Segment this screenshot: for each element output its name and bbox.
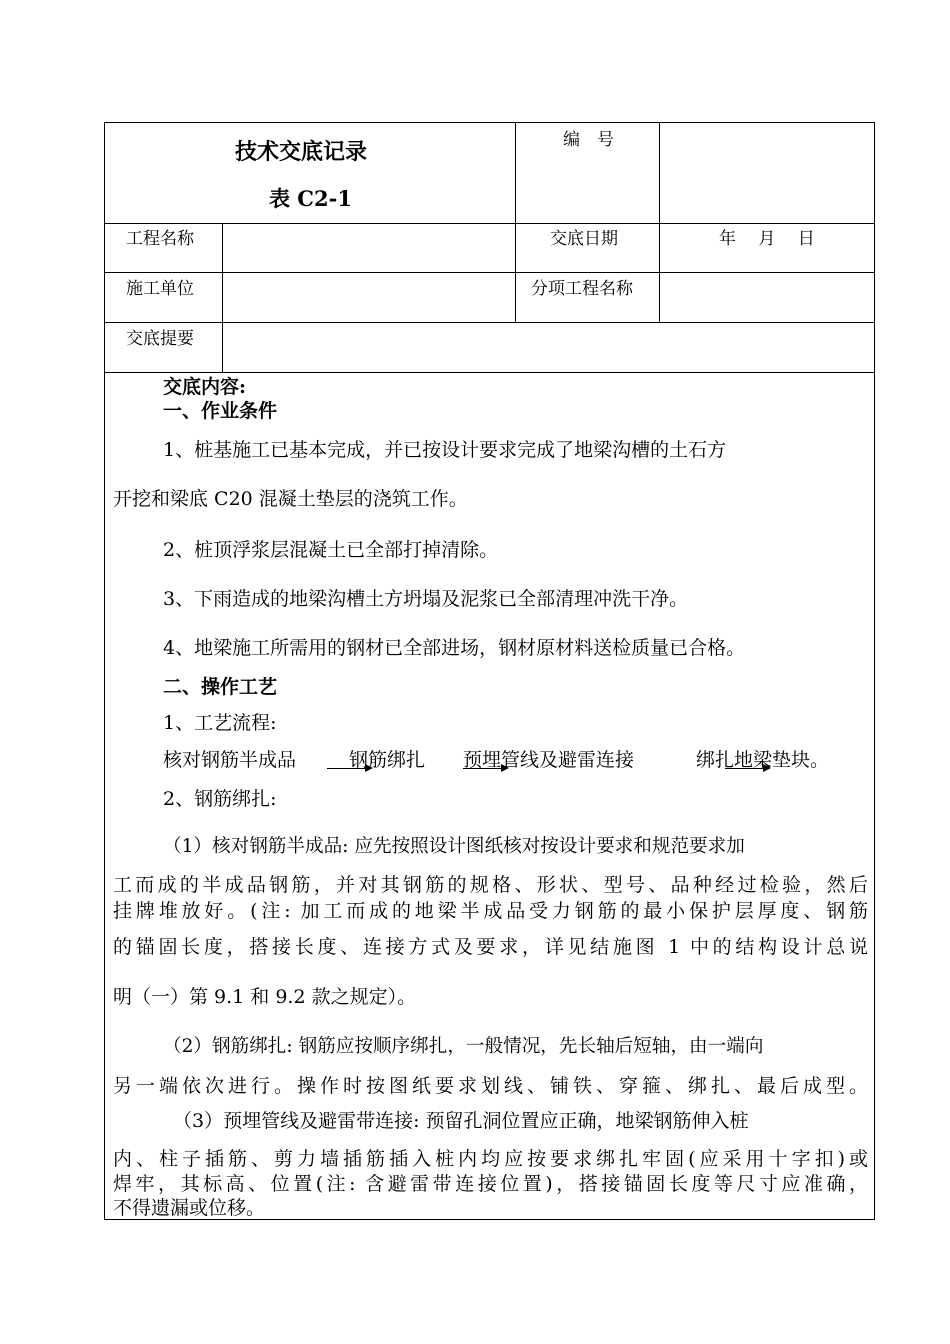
p2-line2: 另一端依次进行。操作时按图纸要求划线、铺铁、穿箍、绑扎、最后成型。 (113, 1075, 868, 1097)
content-heading: 交底内容: (163, 376, 247, 398)
flow-step-3: 预埋管线及避雷连接 (463, 749, 635, 771)
s1-item4: 4、地梁施工所需用的钢材已全部进场，钢材原材料送检质量已合格。 (163, 637, 746, 659)
section-1-title: 一、作业条件 (163, 400, 278, 422)
section-2-title: 二、操作工艺 (163, 676, 278, 698)
p1-line5: 明（一）第 9.1 和 9.2 款之规定）。 (113, 986, 417, 1008)
project-name-label: 工程名称 (126, 229, 194, 249)
form-number-code: 表 C2-1 (269, 186, 352, 211)
p3-line3: 焊牢，其标高、位置(注: 含避雷带连接位置)，搭接锚固长度等尺寸应准确， (113, 1173, 868, 1195)
col-divider-3 (659, 123, 660, 322)
flow-step-4: 绑扎地梁垫块。 (696, 749, 830, 771)
row-divider-3 (105, 322, 874, 323)
p2-line1: （2）钢筋绑扎: 钢筋应按顺序绑扎，一般情况，先长轴后短轴，由一端向 (163, 1036, 764, 1057)
p3-line1: （3）预埋管线及避雷带连接: 预留孔洞位置应正确，地梁钢筋伸入桩 (173, 1110, 749, 1132)
date-label: 交底日期 (550, 229, 618, 249)
technical-disclosure-form (104, 122, 875, 1220)
s1-item2: 2、桩顶浮浆层混凝土已全部打掉清除。 (163, 539, 499, 561)
summary-label: 交底提要 (126, 329, 194, 349)
s1-item1-line1: 1、桩基施工已基本完成，并已按设计要求完成了地梁沟槽的土石方 (163, 439, 727, 461)
s2-sub1: 1、工艺流程: (163, 712, 277, 734)
p1-line3: 挂牌堆放好。(注: 加工而成的地梁半成品受力钢筋的最小保护层厚度、钢筋 (113, 900, 868, 922)
s2-sub2: 2、钢筋绑扎: (163, 788, 277, 810)
sub-project-label: 分项工程名称 (531, 279, 633, 299)
p1-line4: 的锚固长度，搭接长度、连接方式及要求，详见结施图 1 中的结构设计总说 (113, 936, 868, 958)
disclosure-content (113, 372, 868, 1217)
form-title: 技术交底记录 (235, 139, 368, 165)
p1-line1: （1）核对钢筋半成品: 应先按照设计图纸核对按设计要求和规范要求加 (163, 836, 745, 857)
number-label: 编 号 (563, 130, 614, 150)
s1-item3: 3、下雨造成的地梁沟槽土方坍塌及泥浆已全部清理冲洗干净。 (163, 588, 689, 610)
p3-line4: 不得遗漏或位移。 (113, 1197, 266, 1219)
flow-step-1: 核对钢筋半成品 (163, 749, 297, 771)
p1-line2: 工而成的半成品钢筋，并对其钢筋的规格、形状、型号、品种经过检验，然后 (113, 874, 868, 896)
date-value[interactable]: 年 月 日 (719, 229, 815, 249)
flow-step-2: 钢筋绑扎 (349, 749, 426, 771)
p3-line2: 内、柱子插筋、剪力墙插筋插入桩内均应按要求绑扎牢固(应采用十字扣)或 (113, 1148, 868, 1170)
col-divider-2 (515, 123, 516, 322)
contractor-label: 施工单位 (126, 279, 194, 299)
s1-item1-line2: 开挖和梁底 C20 混凝土垫层的浇筑工作。 (113, 488, 468, 510)
row-divider-2 (105, 272, 874, 273)
col-divider-1 (222, 223, 223, 372)
